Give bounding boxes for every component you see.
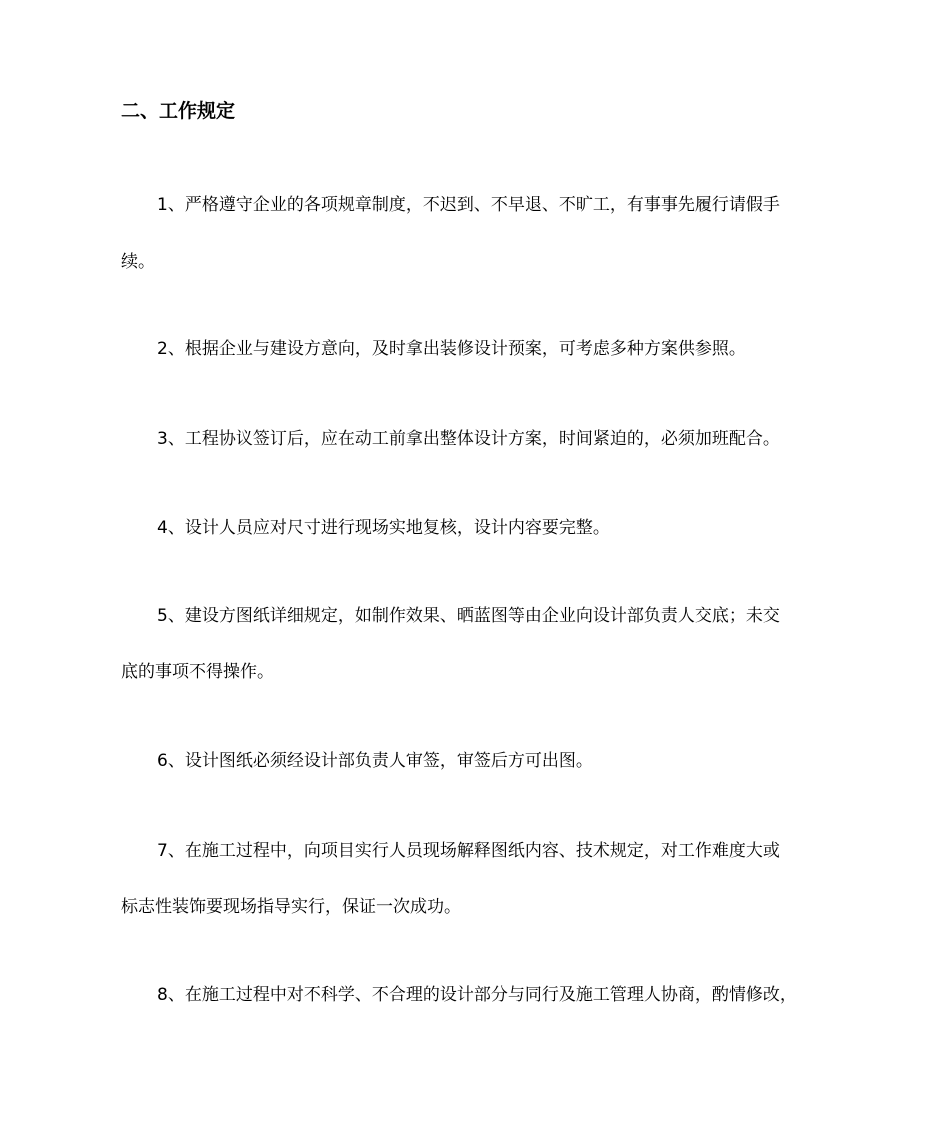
paragraph-7-line-1: 7、在施工过程中，向项目实行人员现场解释图纸内容、技术规定，对工作难度大或 bbox=[157, 841, 780, 861]
paragraph-3-line-1: 3、工程协议签订后，应在动工前拿出整体设计方案，时间紧迫的，必须加班配合。 bbox=[157, 429, 780, 449]
paragraph-8-line-1: 8、在施工过程中对不科学、不合理的设计部分与同行及施工管理人协商，酌情修改， bbox=[157, 985, 797, 1005]
paragraph-5-line-2: 底的事项不得操作。 bbox=[121, 662, 274, 682]
paragraph-2-line-1: 2、根据企业与建设方意向，及时拿出装修设计预案，可考虑多种方案供参照。 bbox=[157, 339, 746, 359]
section-heading: 二、工作规定 bbox=[121, 100, 236, 122]
paragraph-1-line-2: 续。 bbox=[121, 252, 155, 272]
paragraph-7-line-2: 标志性装饰要现场指导实行，保证一次成功。 bbox=[121, 897, 461, 917]
paragraph-4-line-1: 4、设计人员应对尺寸进行现场实地复核，设计内容要完整。 bbox=[157, 518, 610, 538]
paragraph-5-line-1: 5、建设方图纸详细规定，如制作效果、晒蓝图等由企业向设计部负责人交底；未交 bbox=[157, 606, 780, 626]
paragraph-1-line-1: 1、严格遵守企业的各项规章制度，不迟到、不早退、不旷工，有事事先履行请假手 bbox=[157, 195, 780, 215]
paragraph-6-line-1: 6、设计图纸必须经设计部负责人审签，审签后方可出图。 bbox=[157, 751, 593, 771]
